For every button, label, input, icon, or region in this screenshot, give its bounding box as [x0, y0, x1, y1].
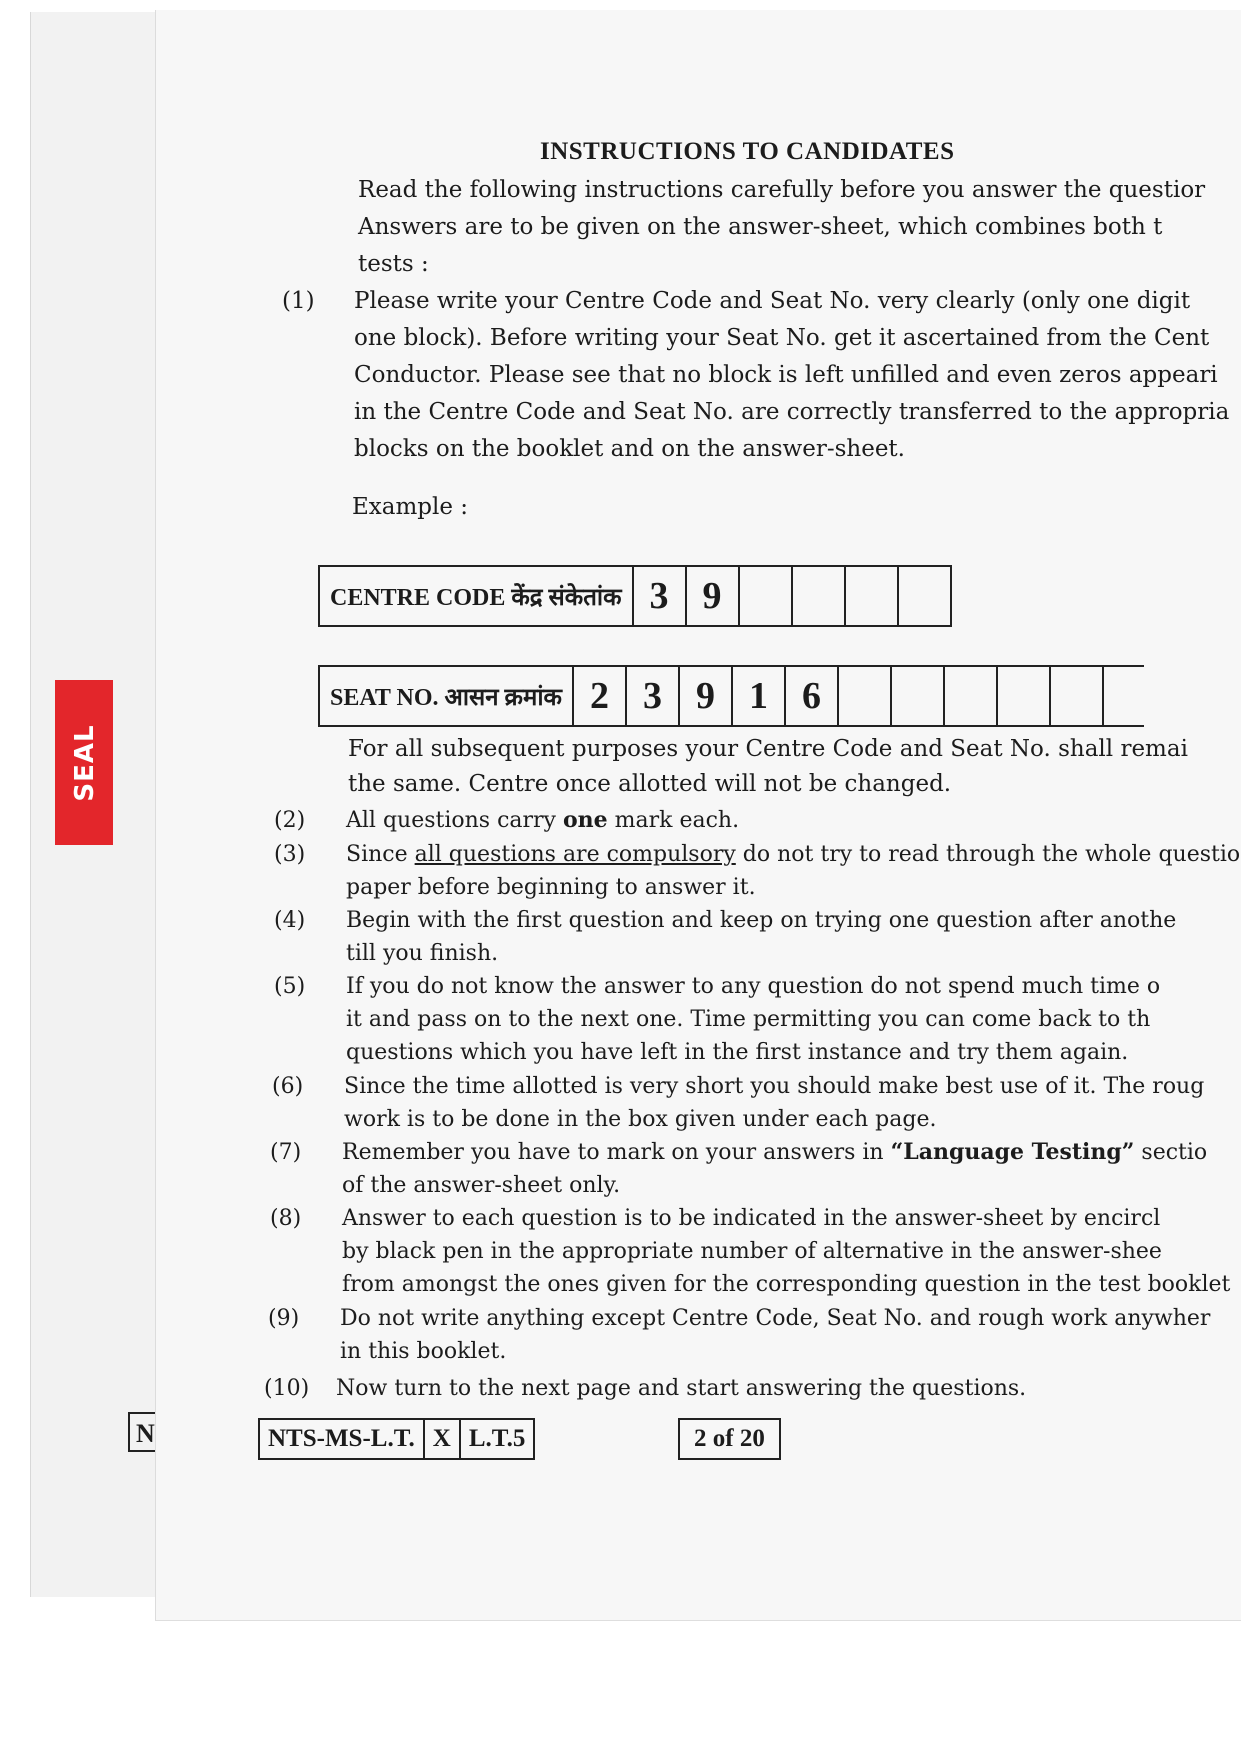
instruction-number: (6): [272, 1074, 304, 1099]
instruction-number: (3): [274, 842, 306, 867]
seat-no-digit: [998, 667, 1051, 725]
page-title: INSTRUCTIONS TO CANDIDATES: [540, 138, 955, 165]
instruction-text: [344, 1070, 1204, 1136]
instruction-line: If you do not know the answer to any question do not spend much time o: [346, 974, 1161, 999]
instruction-text: [346, 904, 1176, 970]
instruction-text-part: mark each.: [607, 808, 740, 833]
instruction-line: For all subsequent purposes your Centre Code and Seat No. shall remai: [348, 736, 1188, 762]
instruction-line: in the Centre Code and Seat No. are correctly transferred to the appropria: [354, 399, 1230, 425]
instruction-line: of the answer-sheet only.: [342, 1173, 621, 1198]
instruction-line: work is to be done in the box given under each page.: [344, 1107, 937, 1132]
instruction-line: Answer to each question is to be indicated in the answer-sheet by encircl: [342, 1206, 1161, 1231]
instruction-text-part: do not try to read through the whole questio: [735, 842, 1241, 867]
instruction-underlined: all questions are compulsory: [414, 842, 736, 867]
seat-no-digit: 9: [680, 667, 733, 725]
instruction-number: (7): [270, 1140, 302, 1165]
seat-no-digit: [839, 667, 892, 725]
example-label: Example :: [352, 494, 469, 520]
seat-no-label: SEAT NO. आसन क्रमांक: [320, 667, 574, 725]
example-note-text: [348, 732, 1188, 802]
instruction-line: Now turn to the next page and start answering the questions.: [336, 1376, 1027, 1401]
instruction-text: [346, 804, 739, 837]
instruction-bold: one: [562, 807, 608, 833]
intro-line: tests :: [358, 251, 429, 277]
page-number: 2 of 20: [678, 1418, 781, 1460]
instruction-line: till you finish.: [346, 941, 499, 966]
seat-no-digit: [892, 667, 945, 725]
instruction-number: (5): [274, 974, 306, 999]
seat-no-digit: 3: [627, 667, 680, 725]
instruction-line: [342, 1136, 1207, 1169]
instruction-line: paper before beginning to answer it.: [346, 875, 756, 900]
instruction-line: by black pen in the appropriate number of alternative in the answer-shee: [342, 1239, 1162, 1264]
instruction-text: [342, 1202, 1230, 1301]
paper-code: NTS-MS-L.T.: [260, 1420, 425, 1458]
seat-no-digit: [945, 667, 998, 725]
instruction-number: (4): [274, 908, 306, 933]
instruction-text: [354, 283, 1229, 468]
instruction-text: [346, 970, 1160, 1069]
centre-code-digit: [899, 567, 950, 625]
instruction-line: Conductor. Please see that no block is left unfilled and even zeros appeari: [354, 362, 1218, 388]
seat-no-digit: [1051, 667, 1104, 725]
intro-line: Read the following instructions carefully before you answer the questior: [358, 177, 1206, 203]
instruction-bold: “Language Testing”: [890, 1139, 1135, 1165]
seat-no-digit: 2: [574, 667, 627, 725]
seal-tag-label: SEAL: [70, 724, 100, 802]
back-sheet-box-letter: N: [128, 1412, 158, 1452]
instruction-text-part: Remember you have to mark on your answers in: [342, 1140, 891, 1165]
instruction-number: (1): [282, 288, 315, 314]
instruction-line: in this booklet.: [340, 1339, 507, 1364]
instruction-text-part: All questions carry: [346, 808, 563, 833]
instruction-text-part: sectio: [1134, 1140, 1208, 1165]
paper-code-box: [258, 1418, 535, 1460]
instruction-line: questions which you have left in the first instance and try them again.: [346, 1040, 1129, 1065]
instruction-number: (2): [274, 808, 306, 833]
centre-code-label: CENTRE CODE केंद्र संकेतांक: [320, 567, 634, 625]
instruction-number: (9): [268, 1306, 300, 1331]
instruction-text: [346, 838, 1240, 904]
instruction-line: one block). Before writing your Seat No. get it ascertained from the Cent: [354, 325, 1210, 351]
seat-no-digit: 6: [786, 667, 839, 725]
instruction-line: Begin with the first question and keep on trying one question after anothe: [346, 908, 1177, 933]
intro-paragraph: [358, 172, 1241, 283]
centre-code-box: [318, 565, 952, 627]
instruction-number: (10): [264, 1376, 310, 1401]
centre-code-digit: 9: [687, 567, 740, 625]
instruction-line: [346, 838, 1240, 871]
paper-number: L.T.5: [468, 1425, 526, 1452]
instruction-line: the same. Centre once allotted will not be changed.: [348, 771, 952, 797]
instruction-line: Since the time allotted is very short you should make best use of it. The roug: [344, 1074, 1205, 1099]
instruction-text: [342, 1136, 1207, 1202]
instruction-line: from amongst the ones given for the corresponding question in the test booklet: [342, 1272, 1231, 1297]
centre-code-digit: [793, 567, 846, 625]
centre-code-digit: [846, 567, 899, 625]
instruction-text-part: Since: [346, 842, 415, 867]
seal-tag: [55, 680, 113, 845]
paper-set: X: [425, 1420, 461, 1458]
instruction-number: (8): [270, 1206, 302, 1231]
instruction-text: [336, 1372, 1026, 1405]
seat-no-digit: [1104, 667, 1144, 725]
instruction-line: it and pass on to the next one. Time permitting you can come back to th: [346, 1007, 1151, 1032]
intro-line: Answers are to be given on the answer-sheet, which combines both t: [358, 214, 1163, 240]
instruction-line: blocks on the booklet and on the answer-sheet.: [354, 436, 905, 462]
centre-code-digit: 3: [634, 567, 687, 625]
instruction-line: Please write your Centre Code and Seat No. very clearly (only one digit: [354, 288, 1191, 314]
seat-no-digit: 1: [733, 667, 786, 725]
seat-no-box: [318, 665, 1144, 727]
instruction-text: [340, 1302, 1210, 1368]
centre-code-digit: [740, 567, 793, 625]
instruction-line: Do not write anything except Centre Code, Seat No. and rough work anywher: [340, 1306, 1211, 1331]
